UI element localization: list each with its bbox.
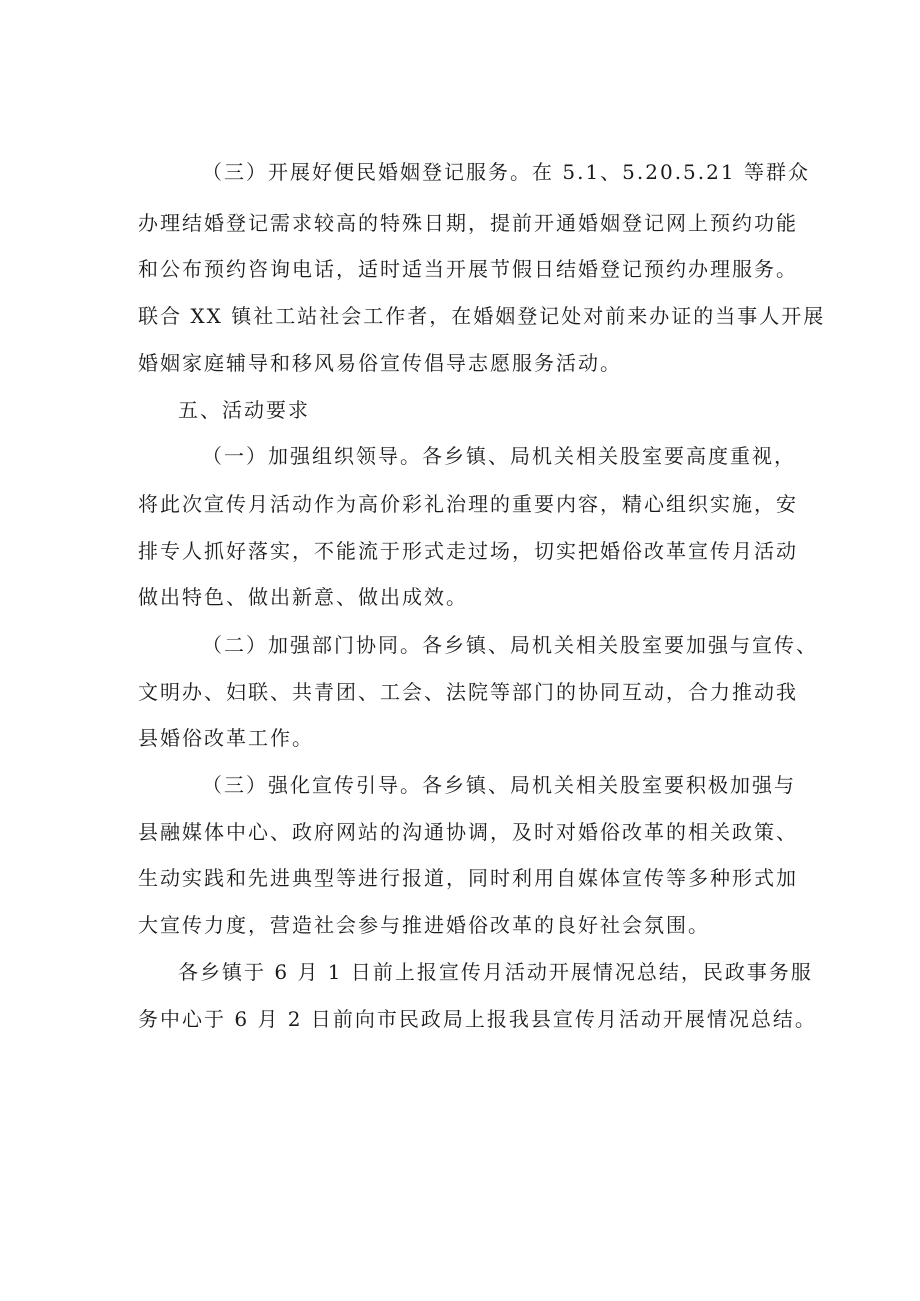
paragraph-line: 排专人抓好落实，不能流于形式走过场，切实把婚俗改革宣传月活动 [138,539,798,563]
paragraph-line: 和公布预约咨询电话，适时适当开展节假日结婚登记预约办理服务。 [138,257,798,281]
paragraph-line: 大宣传力度，营造社会参与推进婚俗改革的良好社会氛围。 [138,913,710,937]
paragraph-line: 婚姻家庭辅导和移风易俗宣传倡导志愿服务活动。 [138,351,622,375]
section-heading: 五、活动要求 [178,398,310,422]
paragraph-line: （三）开展好便民婚姻登记服务。在 5.1、5.20.5.21 等群众 [202,160,810,184]
paragraph-line: 联合 XX 镇社工站社会工作者，在婚姻登记处对前来办证的当事人开展 [138,304,826,328]
paragraph-line: 务中心于 6 月 2 日前向市民政局上报我县宣传月活动开展情况总结。 [138,1007,817,1031]
paragraph-line: 文明办、妇联、共青团、工会、法院等部门的协同互动，合力推动我 [138,680,798,704]
paragraph-line: 做出特色、做出新意、做出成效。 [138,585,468,609]
paragraph-line: （二）加强部门协同。各乡镇、局机关相关股室要加强与宣传、 [202,633,818,657]
paragraph-line: 办理结婚登记需求较高的特殊日期，提前开通婚姻登记网上预约功能 [138,211,798,235]
paragraph-line: 生动实践和先进典型等进行报道，同时利用自媒体宣传等多种形式加 [138,866,798,890]
paragraph-line: （三）强化宣传引导。各乡镇、局机关相关股室要积极加强与 [202,773,796,797]
paragraph-line: 将此次宣传月活动作为高价彩礼治理的重要内容，精心组织实施，安 [138,492,798,516]
paragraph-line: （一）加强组织领导。各乡镇、局机关相关股室要高度重视， [202,444,796,468]
paragraph-line: 各乡镇于 6 月 1 日前上报宣传月活动开展情况总结，民政事务服 [178,960,813,984]
paragraph-line: 县融媒体中心、政府网站的沟通协调，及时对婚俗改革的相关政策、 [138,820,798,844]
paragraph-line: 县婚俗改革工作。 [138,726,314,750]
